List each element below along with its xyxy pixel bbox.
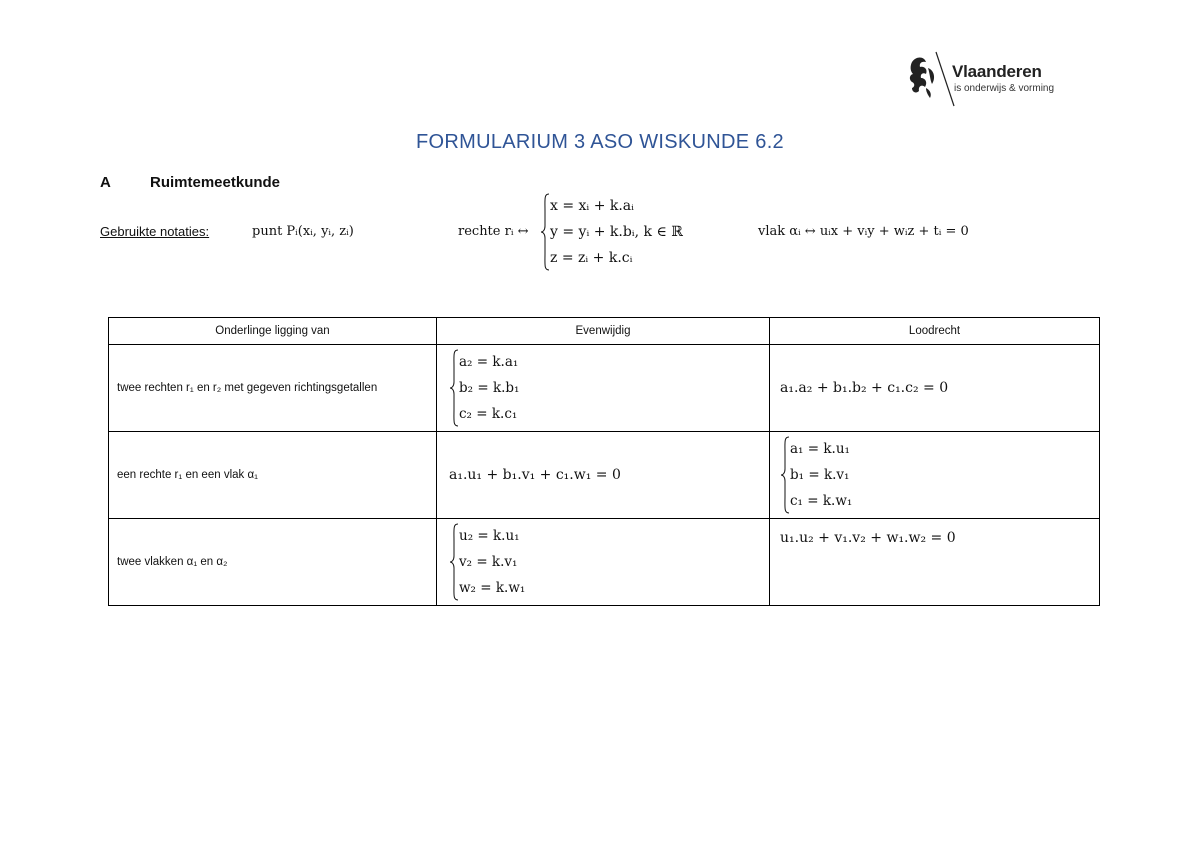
rechte-line-x: x = xᵢ + k.aᵢ — [550, 198, 634, 214]
perpendicular-cell — [770, 345, 1100, 432]
table-row — [109, 519, 1100, 606]
perpendicular-equation: u₁.u₂ + v₁.v₂ + w₁.w₂ = 0 — [780, 530, 956, 546]
equation-line: c₂ = k.c₁ — [459, 406, 518, 422]
equation-line: w₂ = k.w₁ — [459, 580, 526, 596]
equation-line: v₂ = k.v₁ — [459, 554, 518, 570]
logo-tagline: is onderwijs & vorming — [954, 83, 1055, 94]
parallel-system — [449, 523, 525, 601]
rechte-line-y: y = yᵢ + k.bᵢ, k ∈ ℝ — [550, 224, 683, 240]
parallel-equation: a₁.u₁ + b₁.v₁ + c₁.w₁ = 0 — [449, 467, 621, 483]
left-brace-icon — [780, 436, 790, 514]
notation-rechte-system — [540, 193, 683, 271]
left-brace-icon — [449, 349, 459, 427]
equation-line: b₁ = k.v₁ — [790, 467, 850, 483]
parallel-cell — [437, 345, 770, 432]
section-heading — [100, 174, 280, 191]
equation-line: c₁ = k.w₁ — [790, 493, 853, 509]
section-name: Ruimtemeetkunde — [150, 174, 281, 191]
equation-line: a₂ = k.a₁ — [459, 354, 519, 370]
row-label: een rechte r₁ en een vlak α₁ — [109, 432, 437, 519]
page-title: FORMULARIUM 3 ASO WISKUNDE 6.2 — [416, 131, 784, 153]
perpendicular-equation: a₁.a₂ + b₁.b₂ + c₁.c₂ = 0 — [780, 380, 949, 396]
parallel-cell — [437, 432, 770, 519]
logo-brand: Vlaanderen — [952, 62, 1042, 81]
equation-line: b₂ = k.b₁ — [459, 380, 520, 396]
parallel-system — [449, 349, 519, 427]
header-evenwijdig: Evenwijdig — [437, 318, 770, 345]
row-label: twee rechten r₁ en r₂ met gegeven richtingsgetallen — [109, 345, 437, 432]
vlaanderen-logo — [906, 52, 1066, 108]
header-loodrecht: Loodrecht — [770, 318, 1100, 345]
notations-label: Gebruikte notaties: — [100, 224, 210, 239]
perpendicular-cell — [770, 519, 1100, 606]
ligging-table — [108, 317, 1100, 606]
notation-rechte-label: rechte rᵢ ↔ — [458, 224, 529, 239]
perpendicular-cell — [770, 432, 1100, 519]
left-brace-icon — [449, 523, 459, 601]
equation-line: u₂ = k.u₁ — [459, 528, 520, 544]
notation-vlak: vlak αᵢ ↔ uᵢx + vᵢy + wᵢz + tᵢ = 0 — [758, 224, 969, 239]
section-letter: A — [100, 174, 111, 191]
equation-line: a₁ = k.u₁ — [790, 441, 850, 457]
table-row — [109, 345, 1100, 432]
perpendicular-system — [780, 436, 852, 514]
table-row — [109, 432, 1100, 519]
notation-punt: punt Pᵢ(xᵢ, yᵢ, zᵢ) — [252, 224, 354, 239]
left-brace-icon — [540, 193, 550, 271]
table-header-row — [109, 318, 1100, 345]
parallel-cell — [437, 519, 770, 606]
header-ligging: Onderlinge ligging van — [109, 318, 437, 345]
row-label: twee vlakken α₁ en α₂ — [109, 519, 437, 606]
rechte-line-z: z = zᵢ + k.cᵢ — [550, 250, 633, 266]
